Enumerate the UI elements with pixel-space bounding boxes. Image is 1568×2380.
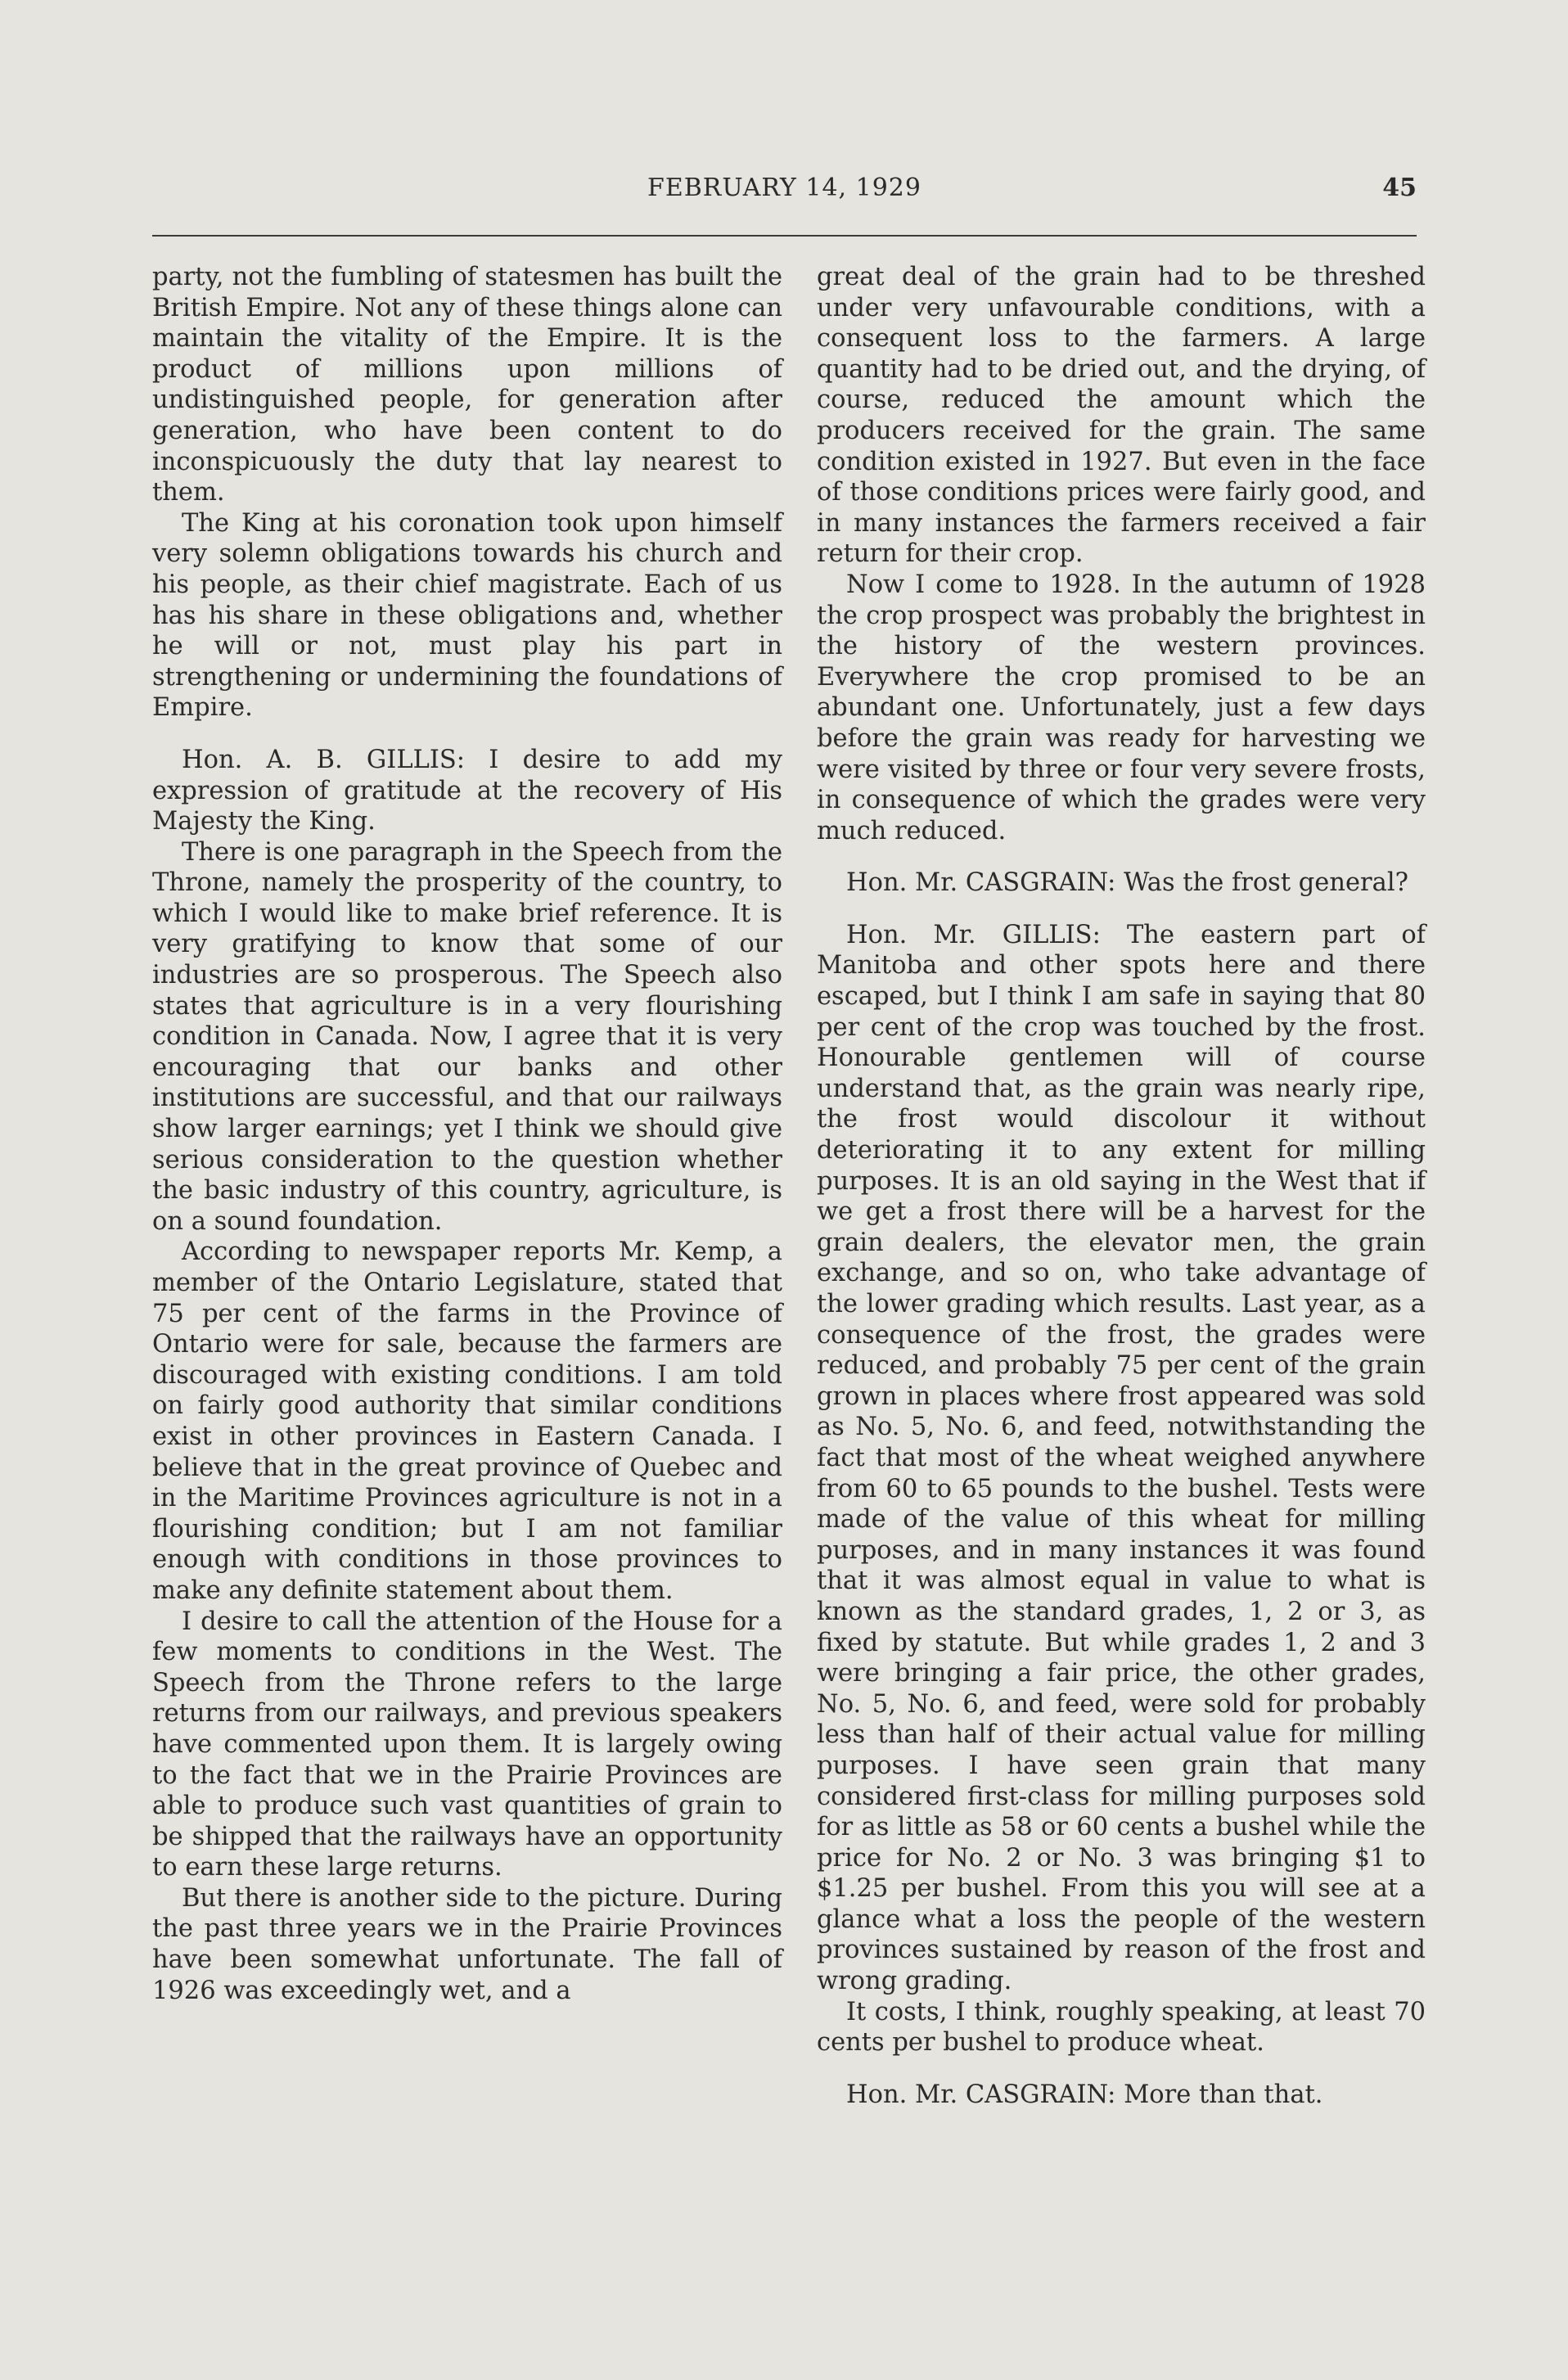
paragraph: Now I come to 1928. In the autumn of 1928 the crop prospect was probably the brightest in the history of the western provinces. Everywhere the crop promised to be an abundant one. Unfortunately, just a few days before the grain was ready for harvesting we were visited by three or four very severe frosts, in consequence of which the grades were very much reduced. bbox=[817, 570, 1426, 845]
paragraph: great deal of the grain had to be threshed under very unfavourable conditions, with a consequent loss to the farmers. A large quantity had to be dried out, and the drying, of course, reduced the amount which the producers received for the grain. The same condition existed in 1927. But even in the face of those conditions prices were fairly good, and in many instances the farmers received a fair return for their crop. bbox=[817, 263, 1426, 569]
speaker-paragraph: Hon. Mr. GILLIS: The eastern part of Manitoba and other spots here and there escaped, but I think I am safe in saying that 80 per cent of the crop was touched by the frost. Honourable gentlemen will of course understand that, as the grain was nearly ripe, the frost would discolour it without deteriorating it to any extent for milling purposes. It is an old saying in the West that if we get a frost there will be a harvest for the grain dealers, the elevator men, the grain exchange, and so on, who take advantage of the lower grading which results. Last year, as a consequence of the frost, the grades were reduced, and probably 75 per cent of the grain grown in places where frost appeared was sold as No. 5, No. 6, and feed, notwithstanding the fact that most of the wheat weighed anywhere from 60 to 65 pounds to the bushel. Tests were made of the value of this wheat for milling purposes, and in many instances it was found that it was almost equal in value to what is known as the standard grades, 1, 2 or 3, as fixed by statute. But while grades 1, 2 and 3 were bringing a fair price, the other grades, No. 5, No. 6, and feed, were sold for probably less than half of their actual value for milling purposes. I have seen grain that many considered first-class for milling purposes sold for as little as 58 or 60 cents a bushel while the price for No. 2 or No. 3 was bringing $1 to $1.25 per bushel. From this you will see at a glance what a loss the people of the western provinces sustained by reason of the frost and wrong grading. bbox=[817, 920, 1426, 1996]
header-date: FEBRUARY 14, 1929 bbox=[647, 174, 921, 202]
speaker-paragraph: Hon. Mr. CASGRAIN: More than that. bbox=[846, 2080, 1323, 2109]
header-rule bbox=[152, 235, 1417, 237]
left-column bbox=[152, 262, 782, 2006]
page-header bbox=[152, 174, 1417, 214]
paragraph: I desire to call the attention of the House for a few moments to conditions in the West. The Speech from the Throne refers to the large returns from our railways, and previous speakers have commented upon them. It is largely owing to the fact that we in the Prairie Provinces are able to produce such vast quantities of grain to be shipped that the railways have an opportunity to earn these large returns. bbox=[152, 1607, 782, 1882]
page-number: 45 bbox=[1382, 174, 1417, 202]
speaker-paragraph: Hon. A. B. GILLIS: I desire to add my expression of gratitude at the recovery of His Majesty the King. bbox=[152, 745, 782, 836]
paragraph: It costs, I think, roughly speaking, at least 70 cents per bushel to produce wheat. bbox=[817, 1997, 1426, 2058]
right-column bbox=[817, 262, 1426, 2110]
paragraph: There is one paragraph in the Speech from the Throne, namely the prosperity of the country, to which I would like to make brief reference. It is very gratifying to know that some of our industries are so prosperous. The Speech also states that agriculture is in a very flourishing condition in Canada. Now, I agree that it is very encouraging that our banks and other institutions are successful, and that our railways show larger earnings; yet I think we should give serious consideration to the question whether the basic industry of this country, agriculture, is on a sound foundation. bbox=[152, 837, 782, 1236]
paragraph: party, not the fumbling of statesmen has built the British Empire. Not any of these things alone can maintain the vitality of the Empire. It is the product of millions upon millions of undistinguished people, for generation after generation, who have been content to do inconspicuously the duty that lay nearest to them. bbox=[152, 263, 782, 507]
paragraph: According to newspaper reports Mr. Kemp, a member of the Ontario Legislature, stated that 75 per cent of the farms in the Province of Ontario were for sale, because the farmers are discouraged with existing conditions. I am told on fairly good authority that similar conditions exist in other provinces in Eastern Canada. I believe that in the great province of Quebec and in the Maritime Provinces agriculture is not in a flourishing condition; but I am not familiar enough with conditions in those provinces to make any definite statement about them. bbox=[152, 1237, 782, 1605]
paragraph: The King at his coronation took upon himself very solemn obligations towards his church and his people, as their chief magistrate. Each of us has his share in these obligations and, whether he will or not, must play his part in strengthening or undermining the foundations of Empire. bbox=[152, 508, 782, 723]
paragraph: But there is another side to the picture. During the past three years we in the Prairie Provinces have been somewhat unfortunate. The fall of 1926 was exceedingly wet, and a bbox=[152, 1883, 782, 2005]
speaker-paragraph: Hon. Mr. CASGRAIN: Was the frost general? bbox=[846, 868, 1408, 898]
